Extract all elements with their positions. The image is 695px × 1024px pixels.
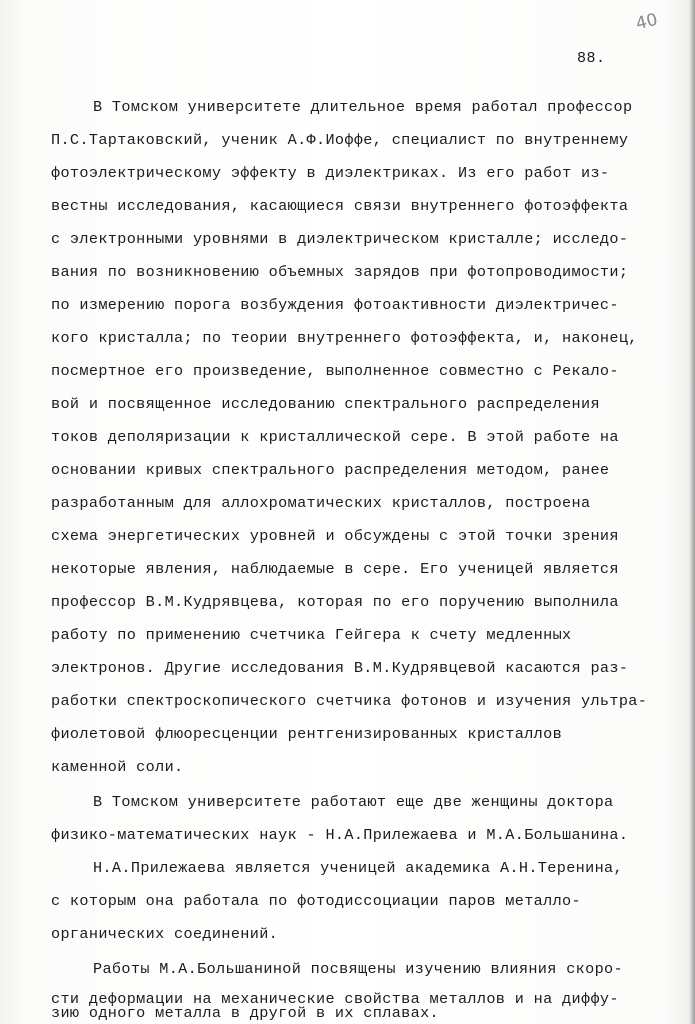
text-line: физико-математических наук - Н.А.Прилежаева и М.А.Большанина. <box>51 826 629 844</box>
text-line: некоторые явления, наблюдаемые в сере. Его ученицей является <box>51 560 619 578</box>
text-line: токов деполяризации к кристаллической сере. В этой работе на <box>51 428 619 446</box>
text-line: фотоэлектрическому эффекту в диэлектриках. Из его работ из- <box>51 164 610 182</box>
text-line: зию одного металла в другой в их сплавах. <box>51 1004 440 1022</box>
archive-page-mark: 40 <box>633 9 660 35</box>
text-line: В Томском университете длительное время работал профессор <box>93 98 633 116</box>
text-line: вой и посвященное исследованию спектрального распределения <box>51 395 600 413</box>
text-line: каменной соли. <box>51 758 184 776</box>
page-edge-shadow <box>689 0 695 1024</box>
text-line: по измерению порога возбуждения фотоактивности диэлектричес- <box>51 296 619 314</box>
text-line: с которым она работала по фотодиссоциации паров металло- <box>51 892 581 910</box>
text-line: основании кривых спектрального распределения методом, ранее <box>51 461 610 479</box>
text-line: профессор В.М.Кудрявцева, которая по его поручению выполнила <box>51 593 619 611</box>
text-line: электронов. Другие исследования В.М.Кудрявцевой касаются раз- <box>51 659 629 677</box>
text-line: фиолетовой флюоресценции рентгенизированных кристаллов <box>51 725 563 743</box>
text-line: Работы М.А.Большаниной посвящены изучению влияния скоро- <box>93 960 623 978</box>
page-number: 88. <box>577 50 606 67</box>
text-line: вания по возникновению объемных зарядов при фотопроводимости; <box>51 263 629 281</box>
text-line: с электронными уровнями в диэлектрическом кристалле; исследо- <box>51 230 629 248</box>
text-line: схема энергетических уровней и обсуждены с этой точки зрения <box>51 527 619 545</box>
text-line: органических соединений. <box>51 925 279 943</box>
text-line: сти деформации на механические свойства металлов и на диффу- <box>51 990 619 1008</box>
text-line: посмертное его произведение, выполненное совместно с Рекало- <box>51 362 619 380</box>
text-line: работки спектроскопического счетчика фотонов и изучения ультра- <box>51 692 648 710</box>
text-line: В Томском университете работают еще две женщины доктора <box>93 793 614 811</box>
text-line: Н.А.Прилежаева является ученицей академика А.Н.Теренина, <box>93 859 623 877</box>
text-line: работу по применению счетчика Гейгера к счету медленных <box>51 626 572 644</box>
text-line: разработанным для аллохроматических кристаллов, построена <box>51 494 591 512</box>
text-line: кого кристалла; по теории внутреннего фотоэффекта, и, наконец, <box>51 329 638 347</box>
text-line: П.С.Тартаковский, ученик А.Ф.Иоффе, специалист по внутреннему <box>51 131 629 149</box>
text-line: вестны исследования, касающиеся связи внутреннего фотоэффекта <box>51 197 629 215</box>
